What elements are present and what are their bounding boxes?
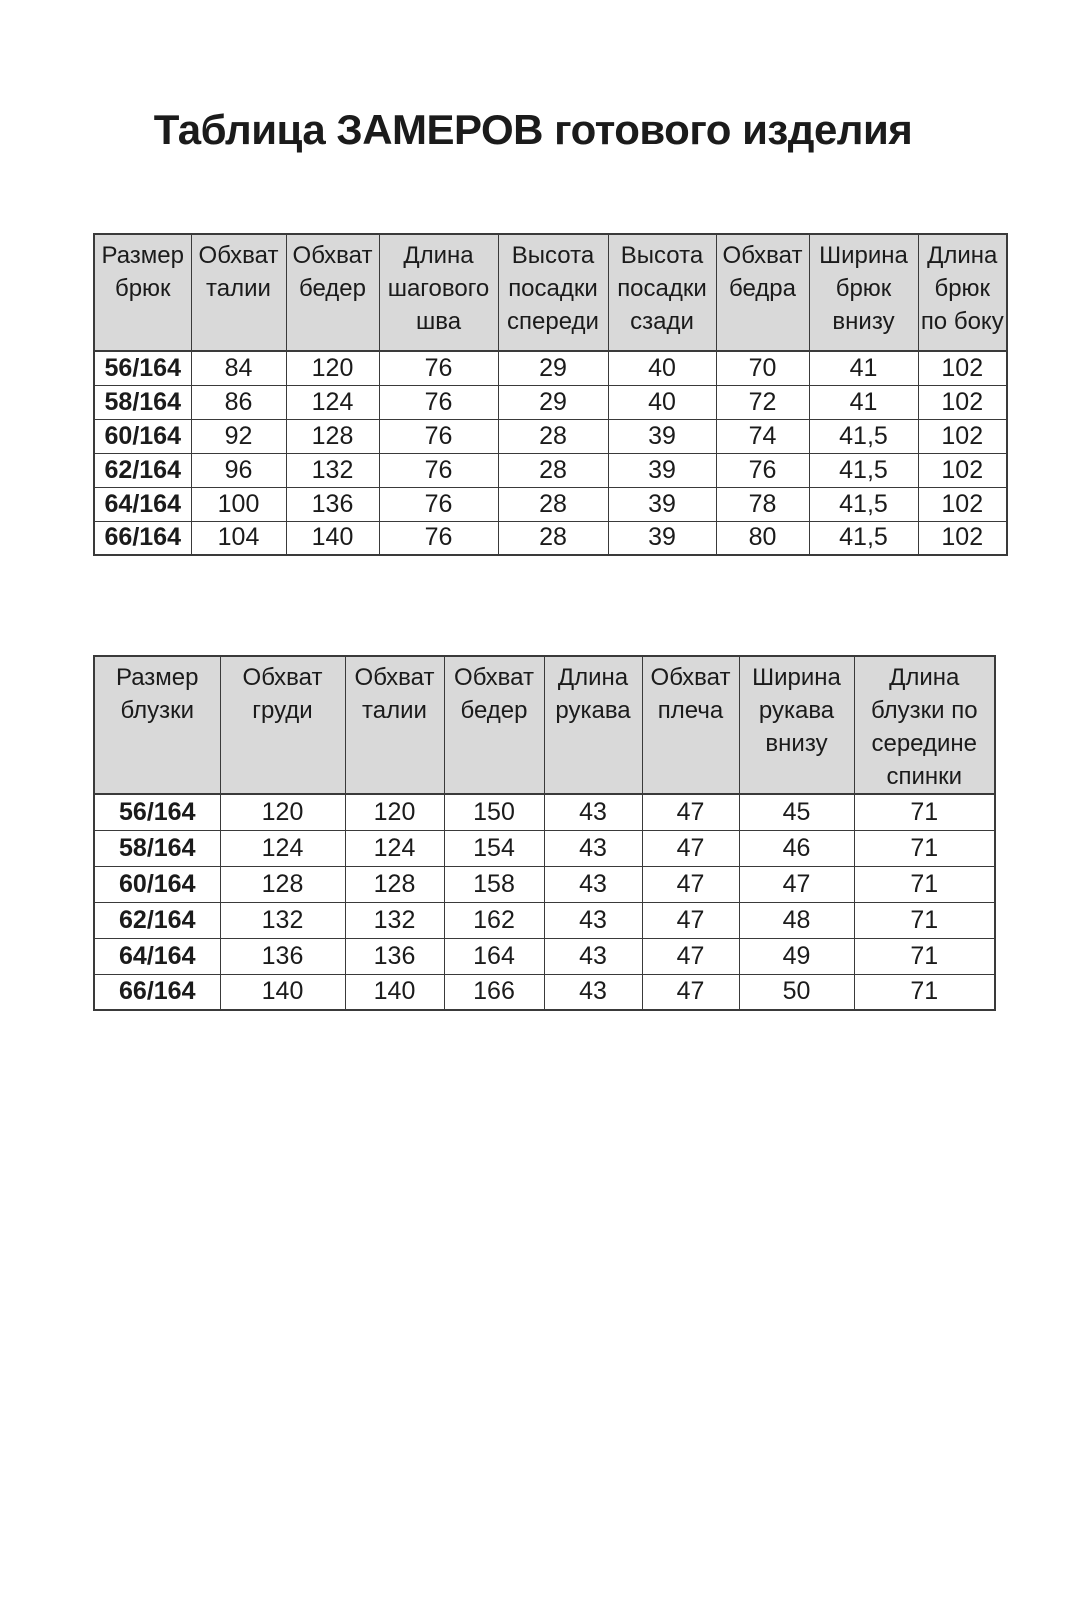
value-cell: 71 — [854, 866, 995, 902]
table-row — [94, 974, 995, 1010]
column-header: Длина блузки по середине спинки — [854, 656, 995, 794]
size-cell: 66/164 — [94, 521, 191, 555]
column-header: Обхват талии — [191, 234, 286, 351]
value-cell: 140 — [345, 974, 444, 1010]
size-cell: 58/164 — [94, 385, 191, 419]
column-header: Обхват плеча — [642, 656, 739, 794]
column-header: Длина брюк по боку — [918, 234, 1007, 351]
value-cell: 47 — [642, 830, 739, 866]
value-cell: 136 — [220, 938, 345, 974]
value-cell: 76 — [379, 385, 498, 419]
value-cell: 102 — [918, 385, 1007, 419]
column-header: Длина рукава — [544, 656, 642, 794]
value-cell: 46 — [739, 830, 854, 866]
value-cell: 120 — [220, 794, 345, 830]
value-cell: 28 — [498, 521, 608, 555]
value-cell: 39 — [608, 521, 716, 555]
value-cell: 47 — [642, 938, 739, 974]
value-cell: 128 — [286, 419, 379, 453]
value-cell: 78 — [716, 487, 809, 521]
value-cell: 128 — [345, 866, 444, 902]
value-cell: 74 — [716, 419, 809, 453]
value-cell: 29 — [498, 385, 608, 419]
column-header: Размер блузки — [94, 656, 220, 794]
value-cell: 43 — [544, 794, 642, 830]
value-cell: 128 — [220, 866, 345, 902]
value-cell: 45 — [739, 794, 854, 830]
size-cell: 58/164 — [94, 830, 220, 866]
value-cell: 158 — [444, 866, 544, 902]
size-cell: 60/164 — [94, 866, 220, 902]
value-cell: 164 — [444, 938, 544, 974]
value-cell: 40 — [608, 385, 716, 419]
value-cell: 39 — [608, 487, 716, 521]
value-cell: 92 — [191, 419, 286, 453]
size-cell: 64/164 — [94, 487, 191, 521]
value-cell: 71 — [854, 794, 995, 830]
value-cell: 40 — [608, 351, 716, 385]
size-cell: 66/164 — [94, 974, 220, 1010]
value-cell: 86 — [191, 385, 286, 419]
table-header-row — [94, 234, 1007, 351]
column-header: Обхват талии — [345, 656, 444, 794]
value-cell: 132 — [220, 902, 345, 938]
column-header: Размер брюк — [94, 234, 191, 351]
value-cell: 43 — [544, 830, 642, 866]
column-header: Высота посадки спереди — [498, 234, 608, 351]
value-cell: 43 — [544, 866, 642, 902]
table-row — [94, 521, 1007, 555]
value-cell: 39 — [608, 453, 716, 487]
value-cell: 41,5 — [809, 419, 918, 453]
blouse-measurements-table — [93, 655, 996, 1011]
table-row — [94, 487, 1007, 521]
column-header: Обхват груди — [220, 656, 345, 794]
value-cell: 48 — [739, 902, 854, 938]
value-cell: 140 — [286, 521, 379, 555]
value-cell: 132 — [345, 902, 444, 938]
value-cell: 80 — [716, 521, 809, 555]
value-cell: 124 — [220, 830, 345, 866]
value-cell: 136 — [345, 938, 444, 974]
value-cell: 47 — [642, 794, 739, 830]
value-cell: 47 — [642, 902, 739, 938]
value-cell: 120 — [286, 351, 379, 385]
value-cell: 84 — [191, 351, 286, 385]
column-header: Ширина брюк внизу — [809, 234, 918, 351]
value-cell: 102 — [918, 487, 1007, 521]
column-header: Высота посадки сзади — [608, 234, 716, 351]
value-cell: 41,5 — [809, 453, 918, 487]
value-cell: 166 — [444, 974, 544, 1010]
value-cell: 76 — [379, 419, 498, 453]
value-cell: 49 — [739, 938, 854, 974]
value-cell: 47 — [642, 974, 739, 1010]
value-cell: 43 — [544, 974, 642, 1010]
value-cell: 140 — [220, 974, 345, 1010]
value-cell: 102 — [918, 521, 1007, 555]
value-cell: 41 — [809, 385, 918, 419]
value-cell: 71 — [854, 938, 995, 974]
value-cell: 96 — [191, 453, 286, 487]
value-cell: 100 — [191, 487, 286, 521]
value-cell: 43 — [544, 938, 642, 974]
value-cell: 47 — [739, 866, 854, 902]
value-cell: 136 — [286, 487, 379, 521]
table-row — [94, 385, 1007, 419]
value-cell: 71 — [854, 974, 995, 1010]
value-cell: 124 — [286, 385, 379, 419]
value-cell: 102 — [918, 453, 1007, 487]
table-row — [94, 830, 995, 866]
value-cell: 154 — [444, 830, 544, 866]
size-cell: 60/164 — [94, 419, 191, 453]
value-cell: 70 — [716, 351, 809, 385]
value-cell: 39 — [608, 419, 716, 453]
table-row — [94, 866, 995, 902]
value-cell: 71 — [854, 902, 995, 938]
value-cell: 76 — [716, 453, 809, 487]
value-cell: 102 — [918, 419, 1007, 453]
value-cell: 43 — [544, 902, 642, 938]
size-cell: 64/164 — [94, 938, 220, 974]
value-cell: 76 — [379, 351, 498, 385]
column-header: Обхват бедер — [444, 656, 544, 794]
value-cell: 162 — [444, 902, 544, 938]
value-cell: 28 — [498, 453, 608, 487]
value-cell: 41,5 — [809, 487, 918, 521]
column-header: Длина шагового шва — [379, 234, 498, 351]
value-cell: 28 — [498, 487, 608, 521]
value-cell: 50 — [739, 974, 854, 1010]
value-cell: 28 — [498, 419, 608, 453]
column-header: Обхват бедра — [716, 234, 809, 351]
value-cell: 120 — [345, 794, 444, 830]
value-cell: 41 — [809, 351, 918, 385]
value-cell: 47 — [642, 866, 739, 902]
table-row — [94, 453, 1007, 487]
value-cell: 102 — [918, 351, 1007, 385]
value-cell: 76 — [379, 521, 498, 555]
value-cell: 104 — [191, 521, 286, 555]
table-row — [94, 902, 995, 938]
size-cell: 56/164 — [94, 794, 220, 830]
trousers-measurements-table — [93, 233, 1008, 556]
column-header: Ширина рукава внизу — [739, 656, 854, 794]
table-row — [94, 938, 995, 974]
table-header-row — [94, 656, 995, 794]
value-cell: 71 — [854, 830, 995, 866]
table-row — [94, 794, 995, 830]
value-cell: 76 — [379, 487, 498, 521]
value-cell: 72 — [716, 385, 809, 419]
table-row — [94, 351, 1007, 385]
value-cell: 150 — [444, 794, 544, 830]
size-cell: 62/164 — [94, 902, 220, 938]
value-cell: 41,5 — [809, 521, 918, 555]
column-header: Обхват бедер — [286, 234, 379, 351]
value-cell: 29 — [498, 351, 608, 385]
size-cell: 62/164 — [94, 453, 191, 487]
size-cell: 56/164 — [94, 351, 191, 385]
value-cell: 132 — [286, 453, 379, 487]
value-cell: 124 — [345, 830, 444, 866]
table-row — [94, 419, 1007, 453]
value-cell: 76 — [379, 453, 498, 487]
page-title: Таблица ЗАМЕРОВ готового изделия — [153, 106, 913, 153]
